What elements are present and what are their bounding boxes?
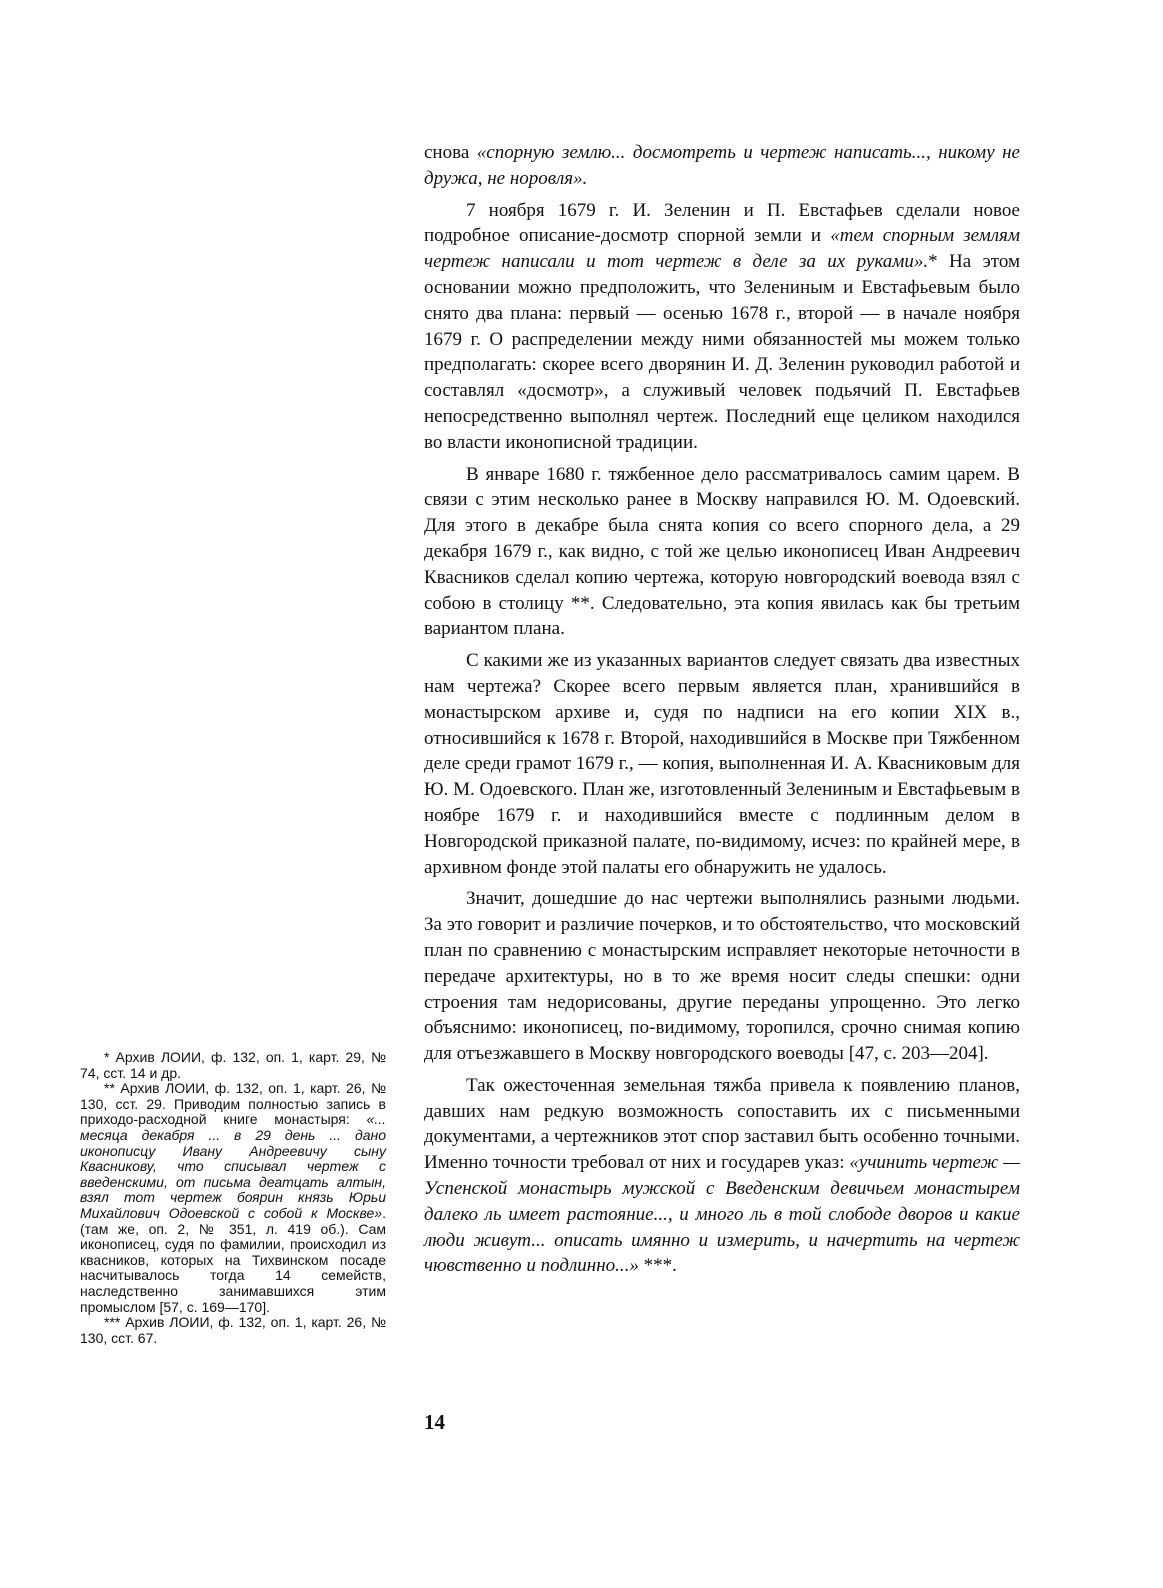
paragraph-4: С какими же из указанных вариантов следует связать два известных нам чертежа? Скорее всего первым является план, хранившийся в монастырском архиве и, судя по надписи на его копии XIX в., относившийся к 1678 г. Второй, находившийся в Москве при Тяжбенном деле среди грамот 1679 г., — копия, выполненная И. А. Квасниковым для Ю. М. Одоевского. План же, изготовленный Зелениным и Евстафьевым в ноябре 1679 г. и находившийся вместе с подлинным делом в Новгородской приказной палате, по-видимому, исчез: по крайней мере, в архивном фонде этой палаты его обнаружить не удалось. — [424, 650, 1020, 878]
main-text-column — [424, 140, 1020, 1285]
paragraph-6 — [424, 1073, 1020, 1279]
paragraph-5: Значит, дошедшие до нас чертежи выполнялись разными людьми. За это говорит и различие почерков, и то обстоятельство, что московский план по сравнению с монастырским исправляет некоторые неточности в передаче архитектуры, но в то же время носит следы спешки: одни строения там недорисованы, другие переданы упрощенно. Это легко объяснимо: иконописец, по-видимому, торопился, срочно снимая копию для отъезжавшего в Москву новгородского воеводы [47, с. 203—204]. — [424, 888, 1020, 1065]
paragraph-1 — [424, 140, 1020, 192]
text-run: 7 ноября 1679 г. И. Зеленин и П. Евстафьев сделали новое подробное описание-досмотр спорной земли и — [424, 199, 1020, 247]
text-run: . (там же, оп. 2, № 351, л. 419 об.). Сам иконописец, судя по фамилии, происходил из квасников, которых на Тихвинском посаде насчитывалось тогда 14 семейств, наследственно занимавшихся этим промыслом [57, с. 169—170]. — [80, 1204, 386, 1315]
text-run: Так ожесточенная земельная тяжба привела к появлению планов, давших нам редкую возможность сопоставить их с письменными документами, а чертежников этот спор заставил быть особенно точными. Именно точности требовал от них и государев указ: — [424, 1074, 1020, 1174]
italic-quote: «... месяца декабря ... в 29 день ... дано иконописцу Ивану Андреевичу сыну Квасникову, что списывал чертеж с введенскими, от письма деатцать алтын, взял тот чертеж боярин князь Юрьи Михайлович Одоевской с собой к Москве» — [80, 1111, 386, 1221]
italic-quote: «тем спорным землям чертеж написали и тот чертеж в деле за их руками». — [424, 225, 1020, 273]
italic-quote: «спорную землю... досмотреть и чертеж написать..., никому не дружа, не норовля». — [424, 142, 1020, 189]
footnote-2 — [80, 1081, 386, 1315]
italic-quote: «учинить чертеж — Успенской монастырь мужской с Введенским девичьем монастырем далеко ль имеет растояние..., и много ль в той слободе дворов и какие люди живут... описать имянно и измерить, и начертить на чертеж чювственно и подлинно...» — [424, 1152, 1020, 1277]
footnote-3: *** Архив ЛОИИ, ф. 132, оп. 1, карт. 26, № 130, сст. 67. — [80, 1314, 386, 1346]
paragraph-3: В январе 1680 г. тяжбенное дело рассматривалось самим царем. В связи с этим несколько ранее в Москву направился Ю. М. Одоевский. Для этого в декабре была снята копия со всего спорного дела, а 29 декабря 1679 г., как видно, с той же целью иконописец Иван Андреевич Квасников сделал копию чертежа, которую новгородский воевода взял с собою в столицу **. Следовательно, эта копия явилась как бы третьим вариантом плана. — [424, 463, 1020, 640]
text-run: снова — [424, 142, 477, 163]
text-run: ***. — [638, 1255, 677, 1277]
footnote-1: * Архив ЛОИИ, ф. 132, оп. 1, карт. 29, № 74, сст. 14 и др. — [80, 1049, 386, 1081]
page-number: 14 — [424, 1410, 445, 1434]
text-run: ** Архив ЛОИИ, ф. 132, оп. 1, карт. 26, № 130, сст. 29. Приводим полностью запись в приходо-расходной книге монастыря: — [80, 1080, 386, 1128]
paragraph-2 — [424, 198, 1020, 456]
footnotes — [80, 1050, 386, 1346]
text-run: * На этом основании можно предположить, что Зелениным и Евстафьевым было снято два плана: первый — осенью 1678 г., второй — в начале ноября 1679 г. О распределении между ними обязанностей мы можем только предполагать: скорее всего дворянин И. Д. Зеленин руководил работой и составлял «досмотр», а служивый человек подьячий П. Евстафьев непосредственно выполнял чертеж. Последний еще целиком находился во власти иконописной традиции. — [424, 251, 1021, 453]
